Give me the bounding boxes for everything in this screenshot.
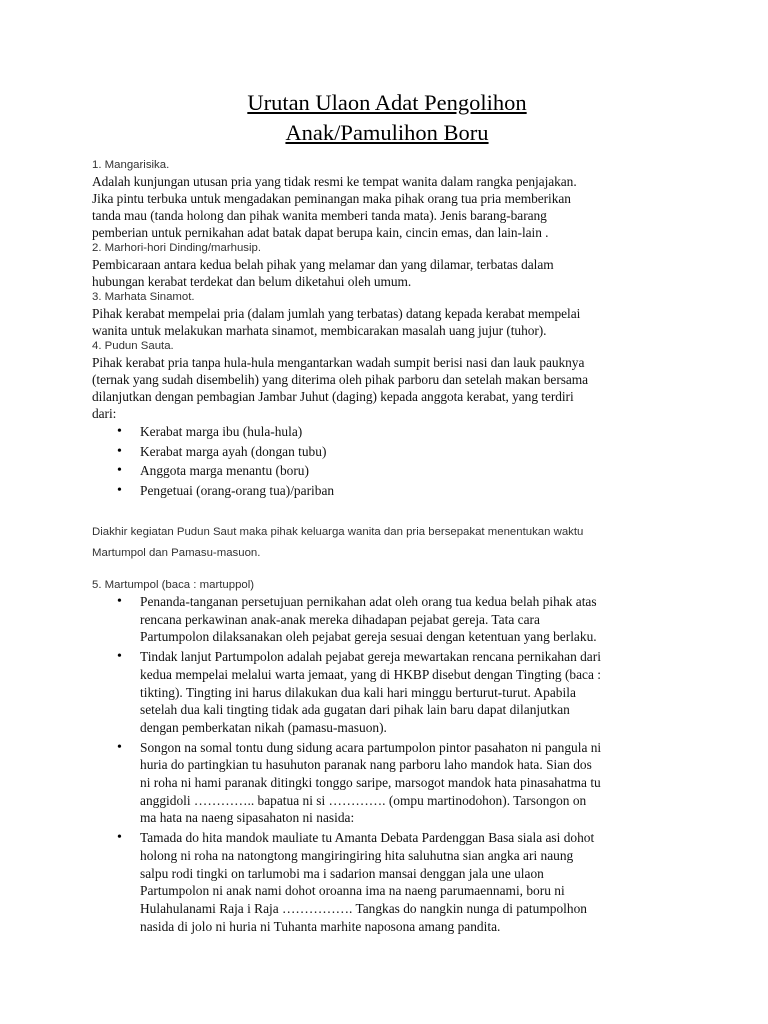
section-heading: 1. Mangarisika. — [92, 159, 170, 171]
section-paragraph — [92, 173, 682, 241]
note-line: Martumpol dan Pamasu-masuon. — [92, 547, 261, 559]
section-1 — [92, 158, 682, 241]
list-item — [140, 648, 682, 737]
para-line: Adalah kunjungan utusan pria yang tidak resmi ke tempat wanita dalam rangka penjajakan. — [92, 174, 577, 189]
item-line: tikting). Tingting ini harus dilakukan dua kali hari minggu berturut-turut. Apabila — [140, 684, 576, 700]
list-item — [140, 593, 682, 646]
item-line: nasida di jolo ni huria ni Tuhanta marhite naposona amang pandita. — [140, 918, 501, 934]
item-line: Penanda-tanganan persetujuan pernikahan adat oleh orang tua kedua belah pihak atas — [140, 594, 597, 609]
item-line: dengan pemberkatan nikah (pamasu-masuon). — [140, 719, 387, 735]
para-line: hubungan kerabat terdekat dan belum diketahui oleh umum. — [92, 274, 412, 289]
item-line: ni roha ni hami paranak ditingki tonggo saripe, marsogot mandok hata pinasahatma tu — [140, 775, 601, 791]
item-line: Tindak lanjut Partumpolon adalah pejabat gereja mewartakan rencana pernikahan dari — [140, 649, 601, 665]
section-5 — [92, 578, 682, 935]
section-3 — [92, 290, 682, 339]
section-2 — [92, 241, 682, 290]
list-item: • Anggota marga menantu (boru) — [140, 461, 682, 481]
para-line: Pihak kerabat mempelai pria (dalam jumlah yang terbatas) datang kepada kerabat mempelai — [92, 306, 581, 321]
item-line: ma hata na naeng sipasahaton ni nasida: — [140, 810, 355, 826]
section-4 — [92, 339, 682, 500]
item-line: Tamada do hita mandok mauliate tu Amanta Debata Pardenggan Basa siala asi dohot — [140, 830, 595, 846]
para-line: (ternak yang sudah disembelih) yang diterima oleh pihak parboru dan setelah makan bersama — [92, 372, 589, 387]
section-paragraph — [92, 256, 682, 290]
item-line: kedua mempelai melalui warta jemaat, yang di HKBP disebut dengan Tingting (baca : — [140, 666, 602, 682]
item-line: huria do partingkian tu hasuhuton paranak nang parboru laho mandok hata. Sian dos — [140, 757, 592, 773]
kerabat-list — [92, 422, 682, 500]
para-line: tanda mau (tanda holong dan pihak wanita memberi tanda mata). Jenis barang-barang — [92, 208, 547, 223]
para-line: Pihak kerabat pria tanpa hula-hula mengantarkan wadah sumpit berisi nasi dan lauk pauknya — [92, 355, 585, 370]
note-line: Diakhir kegiatan Pudun Saut maka pihak keluarga wanita dan pria bersepakat menentukan waktu — [92, 526, 584, 538]
section-heading: 3. Marhata Sinamot. — [92, 291, 195, 303]
martumpol-list — [92, 593, 682, 935]
para-line: dari: — [92, 406, 117, 421]
section-heading: 5. Martumpol (baca : martuppol) — [92, 579, 255, 591]
title-line-2: Anak/Pamulihon Boru — [285, 120, 489, 145]
para-line: pemberian untuk pernikahan adat batak dapat berupa kain, cincin emas, dan lain-lain . — [92, 225, 549, 240]
document-title — [92, 88, 682, 148]
item-line: Partumpolon dilaksanakan oleh pejabat gereja sesuai dengan ketentuan yang berlaku. — [140, 629, 597, 645]
item-line: salpu rodi tingki on tarlumobi ma i sadarion mansai denggan jala une ulaon — [140, 865, 544, 881]
para-line: dilanjutkan dengan pembagian Jambar Juhut (daging) kepada anggota kerabat, yang terdiri — [92, 389, 574, 404]
para-line: wanita untuk melakukan marhata sinamot, membicarakan masalah uang jujur (tuhor). — [92, 323, 547, 338]
item-line: Partumpolon ni anak nami dohot oroanna ima na naeng parumaennami, boru ni — [140, 883, 565, 899]
list-item — [140, 739, 682, 828]
list-item: • Kerabat marga ibu (hula-hula) — [140, 422, 682, 442]
section-paragraph — [92, 305, 682, 339]
item-line: holong ni roha na natongtong mangiringiring hita saluhutna sian angka ari naung — [140, 847, 574, 863]
note-paragraph — [92, 522, 682, 564]
item-line: anggidoli ………….. bapatua ni si …………. (ompu martinodohon). Tarsongon on — [140, 792, 587, 808]
list-item — [140, 829, 682, 935]
section-heading: 2. Marhori-hori Dinding/marhusip. — [92, 242, 262, 254]
list-item: • Pengetuai (orang-orang tua)/pariban — [140, 481, 682, 501]
item-line: Songon na somal tontu dung sidung acara partumpolon pintor pasahaton ni pangula ni — [140, 739, 602, 755]
para-line: Jika pintu terbuka untuk mengadakan peminangan maka pihak orang tua pria memberikan — [92, 191, 571, 206]
section-paragraph — [92, 354, 682, 422]
document-page — [92, 88, 682, 937]
item-line: rencana perkawinan anak-anak mereka dihadapan pejabat gereja. Tata cara — [140, 611, 540, 627]
item-line: Hulahulanami Raja i Raja ……………. Tangkas do nangkin nunga di patumpolhon — [140, 900, 587, 916]
list-item: • Kerabat marga ayah (dongan tubu) — [140, 442, 682, 462]
section-heading: 4. Pudun Sauta. — [92, 340, 174, 352]
item-line: setelah dua kali tingting tidak ada gugatan dari pihak lain baru dapat dilanjutkan — [140, 702, 570, 718]
title-line-1: Urutan Ulaon Adat Pengolihon — [247, 90, 527, 115]
para-line: Pembicaraan antara kedua belah pihak yang melamar dan yang dilamar, terbatas dalam — [92, 257, 554, 272]
